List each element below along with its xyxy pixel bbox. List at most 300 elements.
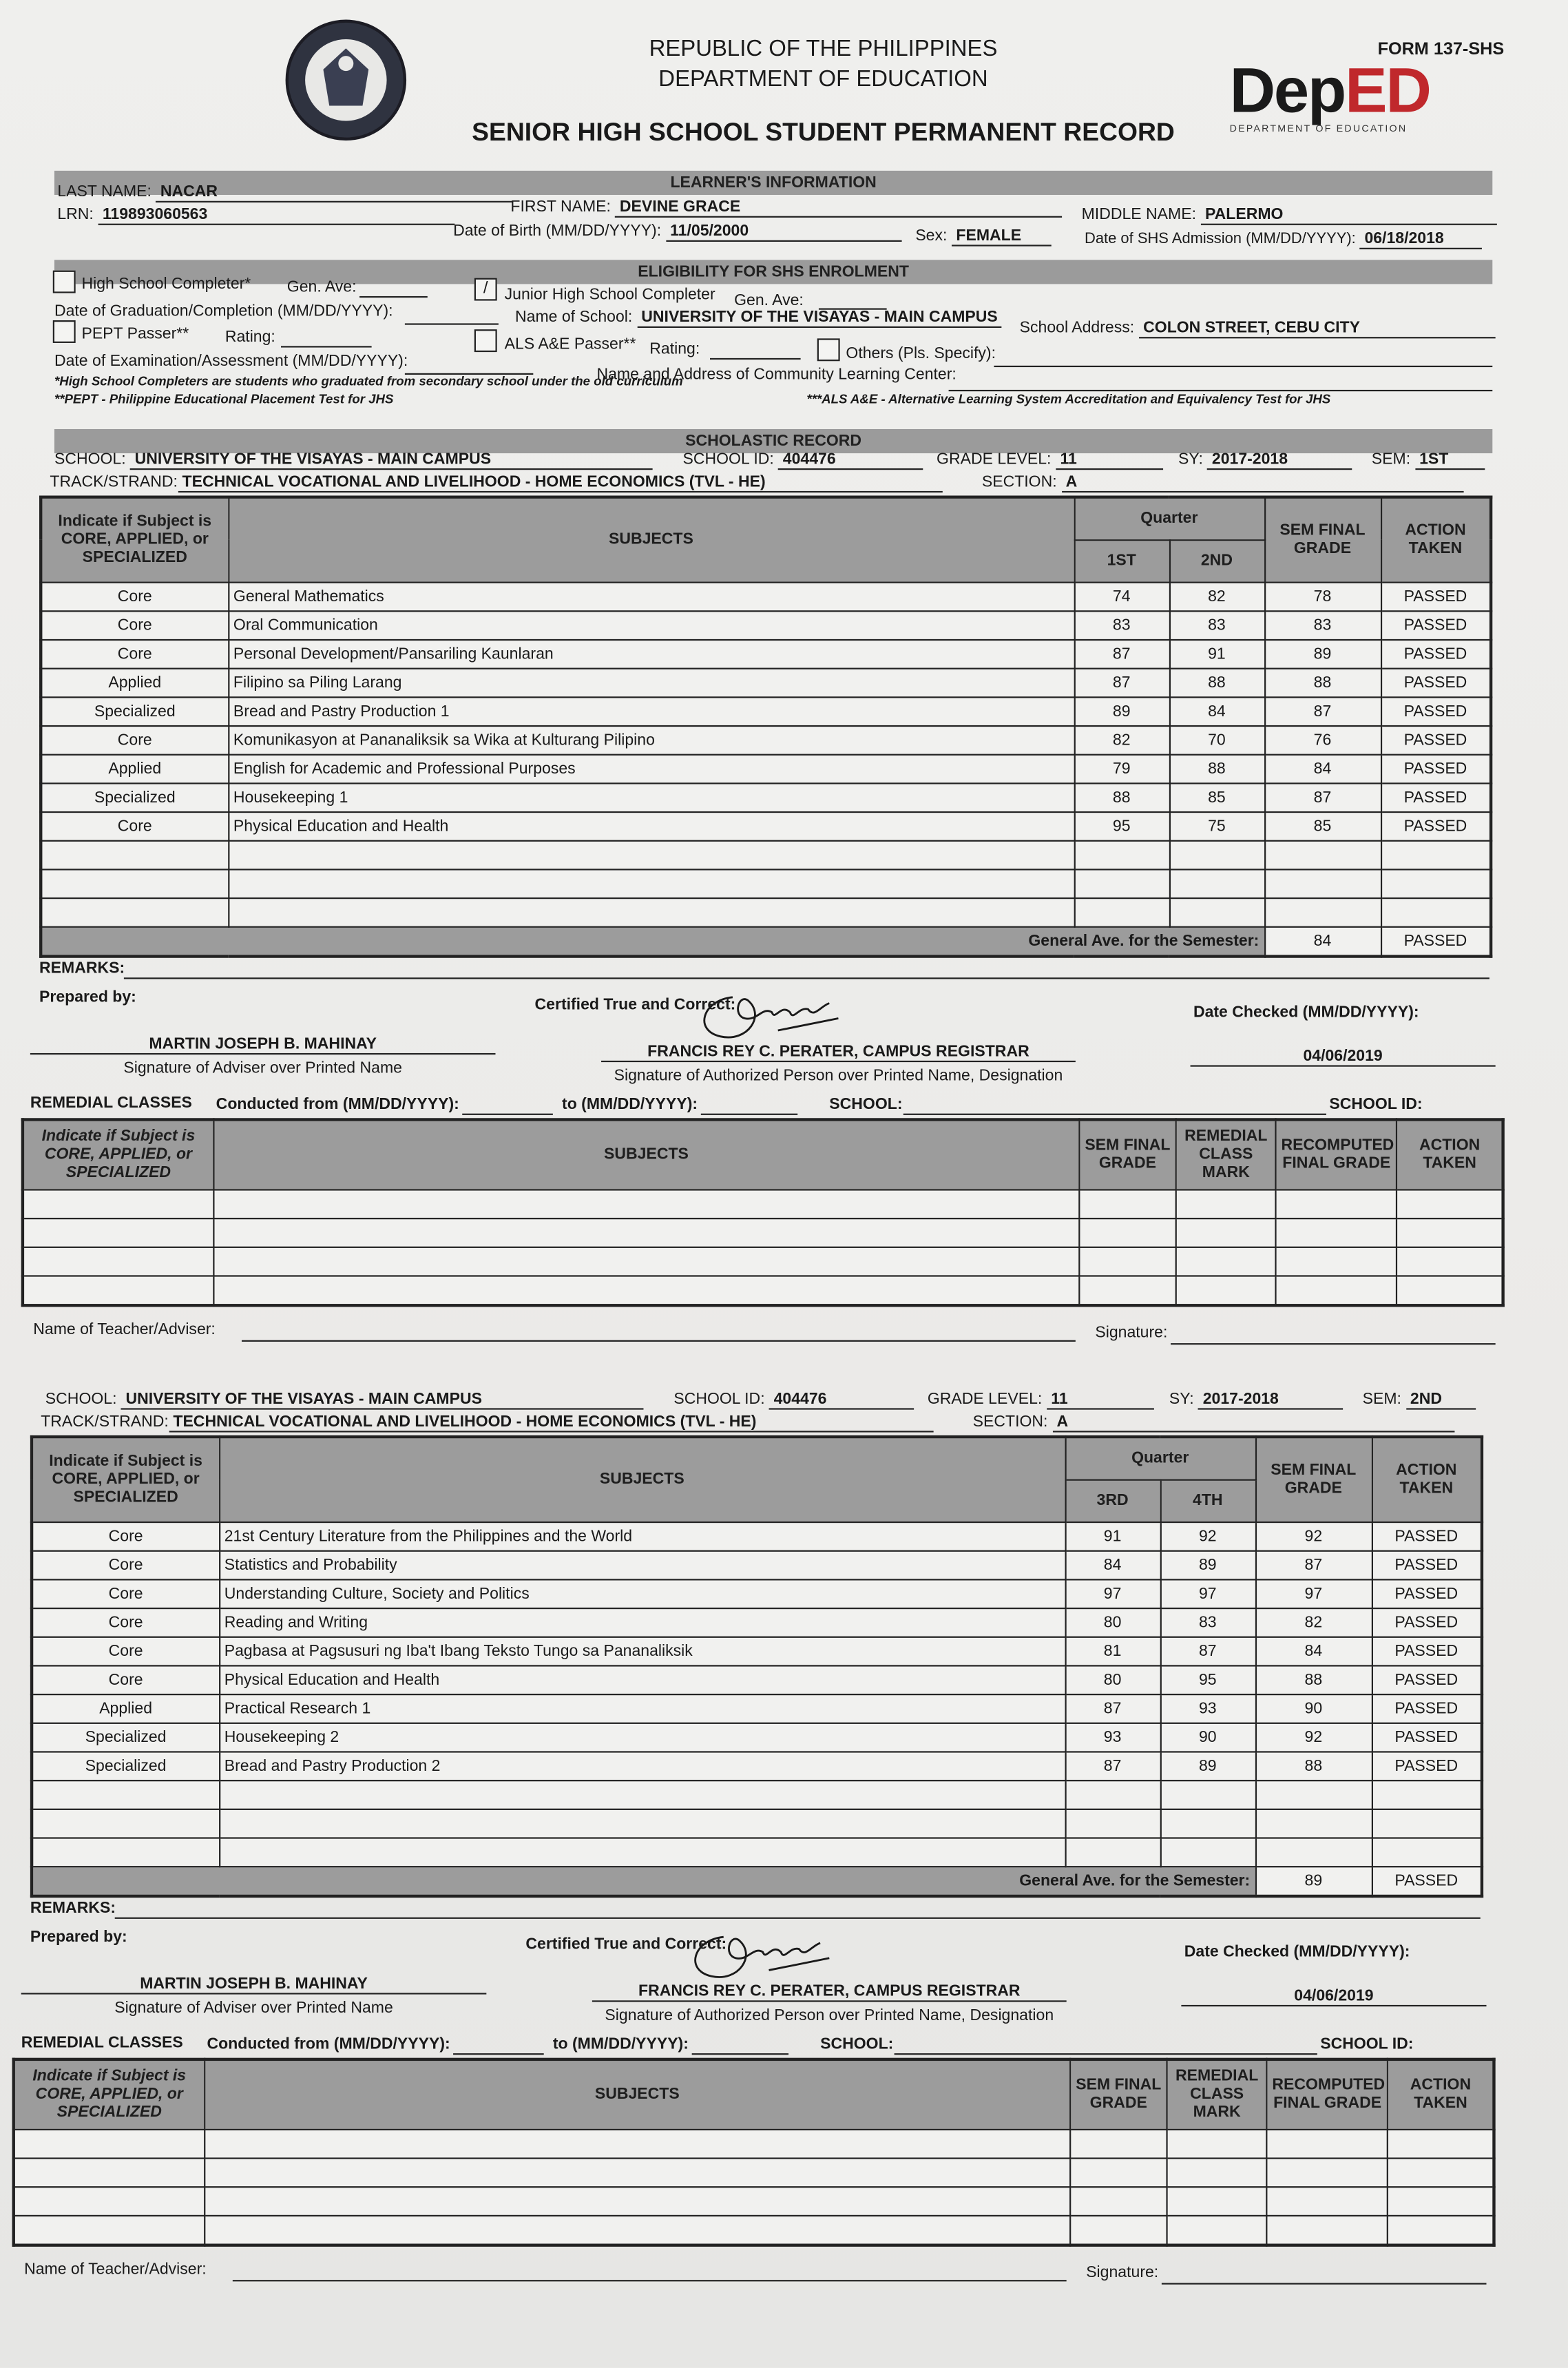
school-id-label: SCHOOL ID:: [673, 1390, 765, 1409]
hs-completer-checkbox[interactable]: [53, 271, 76, 293]
remedial-row: [14, 2186, 1494, 2215]
subject-name: Filipino sa Piling Larang: [228, 668, 1074, 697]
sem-final-grade: 84: [1255, 1637, 1372, 1665]
remedial-row: [23, 1189, 1503, 1218]
sex-field[interactable]: FEMALE: [952, 227, 1052, 247]
general-average-action: PASSED: [1381, 926, 1491, 956]
quarter-b-grade: [1160, 1780, 1255, 1809]
action-taken: PASSED: [1372, 1751, 1482, 1780]
adviser-caption: Signature of Adviser over Printed Name: [114, 1999, 393, 2017]
quarter-a-grade: 81: [1065, 1637, 1160, 1665]
eligibility-bar: ELIGIBILITY FOR SHS ENROLMENT: [54, 260, 1492, 284]
date-checked-value: 04/06/2019: [1191, 1047, 1496, 1067]
quarter-a-grade: [1074, 840, 1169, 869]
subject-type: [32, 1837, 219, 1866]
subject-name: [219, 1780, 1065, 1809]
sem-final-grade: 89: [1264, 639, 1381, 668]
jhs-completer-checkbox[interactable]: /: [474, 278, 497, 301]
sy-label: SY:: [1178, 450, 1203, 469]
subject-type: Core: [32, 1608, 219, 1637]
remedial-header-action: ACTION TAKEN: [1397, 1119, 1503, 1189]
school-address-field[interactable]: COLON STREET, CEBU CITY: [1139, 319, 1496, 339]
semester-2-record: [0, 1378, 1559, 2315]
remedial-header-final: SEM FINAL GRADE: [1079, 1119, 1176, 1189]
subject-type: [41, 869, 228, 897]
header-quarter: Quarter: [1065, 1437, 1255, 1479]
subject-row: [41, 754, 1491, 783]
section-label: SECTION:: [972, 1413, 1048, 1431]
first-name-label: FIRST NAME:: [510, 198, 611, 216]
exam-date-label: Date of Examination/Assessment (MM/DD/YYYY):: [54, 352, 408, 371]
subject-type: Specialized: [41, 782, 228, 811]
quarter-b-grade: 84: [1169, 696, 1264, 725]
action-taken: PASSED: [1381, 811, 1491, 840]
subject-row: [32, 1780, 1482, 1809]
subject-type: Specialized: [41, 696, 228, 725]
subject-name: 21st Century Literature from the Philippines and the World: [219, 1521, 1065, 1550]
action-taken: PASSED: [1372, 1637, 1482, 1665]
sem-final-grade: 97: [1255, 1579, 1372, 1608]
quarter-b-grade: 91: [1169, 639, 1264, 668]
subject-row: [32, 1665, 1482, 1694]
remedial-row: [23, 1275, 1503, 1305]
remedial-classes-label: REMEDIAL CLASSES: [30, 1094, 192, 1112]
subject-name: General Mathematics: [228, 582, 1074, 611]
quarter-b-grade: [1169, 840, 1264, 869]
quarter-b-grade: 85: [1169, 782, 1264, 811]
subject-type: Core: [41, 610, 228, 639]
subject-name: Housekeeping 1: [228, 782, 1074, 811]
adviser-name: MARTIN JOSEPH B. MAHINAY: [30, 1035, 496, 1055]
sem-final-grade: 92: [1255, 1723, 1372, 1752]
remedial-school-id-label: SCHOOL ID:: [1320, 2035, 1414, 2054]
header-action: ACTION TAKEN: [1372, 1437, 1482, 1521]
subject-name: Physical Education and Health: [219, 1665, 1065, 1694]
subject-type: Core: [32, 1550, 219, 1579]
grade-level-label: GRADE LEVEL:: [937, 450, 1052, 469]
quarter-b-grade: 70: [1169, 725, 1264, 754]
quarter-a-grade: 83: [1074, 610, 1169, 639]
subject-row: [41, 639, 1491, 668]
sem-final-grade: 87: [1264, 696, 1381, 725]
subject-row: [32, 1694, 1482, 1723]
remedial-row: [14, 2129, 1494, 2158]
teacher-label: Name of Teacher/Adviser:: [24, 2260, 207, 2278]
track-field[interactable]: TECHNICAL VOCATIONAL AND LIVELIHOOD - HOME ECONOMICS (TVL - HE): [178, 473, 942, 493]
sem-field[interactable]: 2ND: [1405, 1390, 1475, 1410]
sem-final-grade: 92: [1255, 1521, 1372, 1550]
adviser-name: MARTIN JOSEPH B. MAHINAY: [21, 1975, 487, 1995]
prepared-by-label: Prepared by:: [30, 1928, 127, 1946]
subject-name: Bread and Pastry Production 2: [219, 1751, 1065, 1780]
quarter-a-grade: 80: [1065, 1608, 1160, 1637]
subject-name: Housekeeping 2: [219, 1723, 1065, 1752]
subject-row: [41, 582, 1491, 611]
sem-final-grade: 88: [1255, 1665, 1372, 1694]
admission-label: Date of SHS Admission (MM/DD/YYYY):: [1085, 231, 1356, 248]
subject-row: [41, 897, 1491, 926]
remedial-table: [21, 1118, 1505, 1306]
action-taken: PASSED: [1372, 1608, 1482, 1637]
hs-gen-ave-label: Gen. Ave:: [286, 278, 357, 296]
subject-row: [32, 1637, 1482, 1665]
remedial-from-label: Conducted from (MM/DD/YYYY):: [207, 2035, 450, 2054]
middle-name-field[interactable]: PALERMO: [1200, 205, 1496, 225]
sem-final-grade: [1264, 869, 1381, 897]
remedial-classes-label: REMEDIAL CLASSES: [21, 2033, 183, 2052]
subject-type: Specialized: [32, 1751, 219, 1780]
subject-type: Core: [32, 1521, 219, 1550]
action-taken: [1381, 869, 1491, 897]
subject-type: [32, 1809, 219, 1838]
quarter-b-grade: 88: [1169, 754, 1264, 783]
registrar-name: FRANCIS REY C. PERATER, CAMPUS REGISTRAR: [601, 1043, 1076, 1063]
sem-final-grade: 87: [1255, 1550, 1372, 1579]
sex-label: Sex:: [915, 227, 948, 245]
sem-final-grade: [1255, 1809, 1372, 1838]
remedial-header-recomputed: RECOMPUTED FINAL GRADE: [1276, 1119, 1397, 1189]
registrar-caption: Signature of Authorized Person over Printed Name, Designation: [614, 1066, 1063, 1086]
quarter-a-grade: 97: [1065, 1579, 1160, 1608]
remedial-header-subjects: SUBJECTS: [213, 1119, 1079, 1189]
remedial-row: [23, 1218, 1503, 1247]
action-taken: PASSED: [1372, 1579, 1482, 1608]
remedial-header-recomputed: RECOMPUTED FINAL GRADE: [1267, 2059, 1388, 2129]
als-label: ALS A&E Passer**: [504, 335, 636, 354]
middle-name-label: MIDDLE NAME:: [1081, 205, 1196, 224]
action-taken: PASSED: [1372, 1665, 1482, 1694]
quarter-a-grade: 87: [1065, 1694, 1160, 1723]
subject-name: [228, 840, 1074, 869]
action-taken: PASSED: [1381, 782, 1491, 811]
quarter-a-grade: 87: [1074, 668, 1169, 697]
track-field[interactable]: TECHNICAL VOCATIONAL AND LIVELIHOOD - HOME ECONOMICS (TVL - HE): [169, 1413, 933, 1433]
header-subjects: SUBJECTS: [228, 497, 1074, 582]
school-id-field[interactable]: 404476: [778, 450, 923, 470]
subject-row: [32, 1608, 1482, 1637]
action-taken: PASSED: [1381, 610, 1491, 639]
school-label: SCHOOL:: [45, 1390, 117, 1409]
subject-row: [41, 782, 1491, 811]
jhs-completer-label: Junior High School Completer: [504, 285, 715, 304]
department-heading: DEPARTMENT OF EDUCATION: [658, 66, 988, 92]
quarter-b-grade: 82: [1169, 582, 1264, 611]
learner-info-bar: LEARNER'S INFORMATION: [54, 171, 1492, 195]
sem-final-grade: 83: [1264, 610, 1381, 639]
republic-heading: REPUBLIC OF THE PHILIPPINES: [649, 36, 998, 62]
remedial-header-mark: REMEDIAL CLASS MARK: [1176, 1119, 1276, 1189]
subject-row: [41, 610, 1491, 639]
subject-type: Core: [41, 725, 228, 754]
action-taken: PASSED: [1381, 668, 1491, 697]
remedial-row: [23, 1247, 1503, 1276]
track-label: TRACK/STRAND:: [50, 472, 178, 491]
sem-label: SEM:: [1371, 450, 1411, 469]
subject-row: [32, 1723, 1482, 1752]
subject-name: [219, 1809, 1065, 1838]
subject-name: Statistics and Probability: [219, 1550, 1065, 1579]
pept-label: PEPT Passer**: [81, 324, 189, 343]
subject-row: [41, 696, 1491, 725]
quarter-b-grade: 89: [1160, 1550, 1255, 1579]
quarter-b-grade: [1169, 897, 1264, 926]
logo-subtitle: DEPARTMENT OF EDUCATION: [1229, 123, 1408, 135]
general-average-action: PASSED: [1372, 1866, 1482, 1896]
lrn-field[interactable]: 119893060563: [98, 205, 454, 225]
footnote-pept: **PEPT - Philippine Educational Placement Test for JHS: [54, 391, 394, 407]
header-sem-final: SEM FINAL GRADE: [1255, 1437, 1372, 1521]
remarks-label: REMARKS:: [39, 959, 125, 978]
subject-type: [41, 840, 228, 869]
subject-name: Pagbasa at Pagsusuri ng Iba't Ibang Teksto Tungo sa Pananaliksik: [219, 1637, 1065, 1665]
first-name-field[interactable]: DEVINE GRACE: [615, 198, 1062, 218]
subject-name: [228, 869, 1074, 897]
quarter-b-grade: 89: [1160, 1751, 1255, 1780]
quarter-a-grade: 89: [1074, 696, 1169, 725]
jhs-gen-ave-label: Gen. Ave:: [734, 291, 804, 310]
quarter-b-grade: [1160, 1809, 1255, 1838]
subject-type: Specialized: [32, 1723, 219, 1752]
subject-type: Applied: [32, 1694, 219, 1723]
subject-name: Bread and Pastry Production 1: [228, 696, 1074, 725]
sem-final-grade: 87: [1264, 782, 1381, 811]
remedial-from-label: Conducted from (MM/DD/YYYY):: [216, 1095, 459, 1114]
teacher-label: Name of Teacher/Adviser:: [33, 1320, 216, 1339]
quarter-a-grade: 87: [1074, 639, 1169, 668]
action-taken: PASSED: [1381, 582, 1491, 611]
grades-table: [30, 1435, 1483, 1897]
subject-type: Core: [41, 582, 228, 611]
dob-label: Date of Birth (MM/DD/YYYY):: [453, 222, 662, 240]
registrar-name: FRANCIS REY C. PERATER, CAMPUS REGISTRAR: [592, 1982, 1067, 2002]
last-name-field[interactable]: NACAR: [156, 183, 512, 202]
remedial-to-label: to (MM/DD/YYYY):: [552, 2035, 689, 2054]
date-checked-label: Date Checked (MM/DD/YYYY):: [1193, 1003, 1419, 1021]
subject-type: Core: [41, 811, 228, 840]
grade-level-field[interactable]: 11: [1047, 1390, 1154, 1410]
quarter-a-grade: [1065, 1780, 1160, 1809]
registrar-caption: Signature of Authorized Person over Printed Name, Designation: [605, 2006, 1054, 2025]
quarter-b-grade: 93: [1160, 1694, 1255, 1723]
quarter-b-grade: 75: [1169, 811, 1264, 840]
dob-field[interactable]: 11/05/2000: [666, 222, 901, 242]
subject-name: Komunikasyon at Pananaliksik sa Wika at Kulturang Pilipino: [228, 725, 1074, 754]
subject-name: Oral Communication: [228, 610, 1074, 639]
general-average-value: 89: [1255, 1866, 1372, 1896]
quarter-b-grade: [1160, 1837, 1255, 1866]
date-checked-value: 04/06/2019: [1181, 1987, 1486, 2007]
subject-row: [32, 1751, 1482, 1780]
quarter-b-grade: [1169, 869, 1264, 897]
date-checked-label: Date Checked (MM/DD/YYYY):: [1184, 1942, 1410, 1962]
school-field[interactable]: UNIVERSITY OF THE VISAYAS - MAIN CAMPUS: [121, 1390, 644, 1410]
section-label: SECTION:: [981, 472, 1057, 491]
action-taken: PASSED: [1381, 696, 1491, 725]
lrn-label: LRN:: [57, 205, 94, 224]
sy-field[interactable]: 2017-2018: [1207, 450, 1352, 470]
sem-final-grade: 82: [1255, 1608, 1372, 1637]
grade-level-label: GRADE LEVEL:: [927, 1390, 1043, 1409]
certified-label: Certified True and Correct:: [534, 995, 736, 1014]
als-checkbox[interactable]: [474, 329, 497, 352]
footnote-als: ***ALS A&E - Alternative Learning System Accreditation and Equivalency Test for JHS: [806, 391, 1331, 407]
signature-label: Signature:: [1095, 1323, 1168, 1342]
quarter-a-grade: [1065, 1837, 1160, 1866]
quarter-a-grade: 82: [1074, 725, 1169, 754]
header-quarter-a: 1ST: [1074, 539, 1169, 581]
clc-label: Name and Address of Community Learning Center:: [596, 365, 957, 384]
remedial-table: [12, 2058, 1496, 2246]
subject-type: Core: [32, 1579, 219, 1608]
subject-row: [41, 869, 1491, 897]
hs-completer-label: High School Completer*: [81, 275, 251, 293]
quarter-a-grade: [1074, 869, 1169, 897]
subject-name: [228, 897, 1074, 926]
subject-row: [32, 1837, 1482, 1866]
prepared-by-label: Prepared by:: [39, 988, 136, 1006]
sem-final-grade: 78: [1264, 582, 1381, 611]
quarter-b-grade: 90: [1160, 1723, 1255, 1752]
sem-label: SEM:: [1362, 1390, 1401, 1409]
subject-type: Core: [32, 1665, 219, 1694]
remedial-school-id-label: SCHOOL ID:: [1329, 1095, 1423, 1114]
als-rating-label: Rating:: [649, 340, 700, 358]
action-taken: PASSED: [1381, 725, 1491, 754]
quarter-a-grade: [1065, 1809, 1160, 1838]
grade-level-field[interactable]: 11: [1056, 450, 1163, 470]
school-field[interactable]: UNIVERSITY OF THE VISAYAS - MAIN CAMPUS: [130, 450, 653, 470]
grad-date-label: Date of Graduation/Completion (MM/DD/YYYY):: [54, 302, 393, 321]
quarter-b-grade: 83: [1160, 1608, 1255, 1637]
action-taken: PASSED: [1381, 754, 1491, 783]
subject-row: [41, 725, 1491, 754]
quarter-b-grade: 87: [1160, 1637, 1255, 1665]
quarter-a-grade: [1074, 897, 1169, 926]
last-name-label: LAST NAME:: [57, 183, 151, 201]
action-taken: [1381, 897, 1491, 926]
sem-final-grade: 85: [1264, 811, 1381, 840]
school-name-label: Name of School:: [515, 308, 633, 326]
subject-type: Applied: [41, 754, 228, 783]
remedial-header-type: Indicate if Subject is CORE, APPLIED, or SPECIALIZED: [23, 1119, 213, 1189]
quarter-a-grade: 95: [1074, 811, 1169, 840]
header-sem-final: SEM FINAL GRADE: [1264, 497, 1381, 582]
quarter-b-grade: 88: [1169, 668, 1264, 697]
action-taken: PASSED: [1372, 1723, 1482, 1752]
adviser-caption: Signature of Adviser over Printed Name: [123, 1059, 402, 1078]
remarks-label: REMARKS:: [30, 1899, 116, 1918]
general-average-label: General Ave. for the Semester:: [41, 926, 1264, 956]
subject-type: [41, 897, 228, 926]
subject-name: Practical Research 1: [219, 1694, 1065, 1723]
subject-name: Physical Education and Health: [228, 811, 1074, 840]
sy-label: SY:: [1169, 1390, 1194, 1409]
sem-final-grade: 88: [1255, 1751, 1372, 1780]
pept-checkbox[interactable]: [53, 320, 76, 343]
quarter-b-grade: 83: [1169, 610, 1264, 639]
subject-row: [32, 1579, 1482, 1608]
school-id-label: SCHOOL ID:: [682, 450, 774, 469]
school-address-label: School Address:: [1019, 318, 1135, 337]
section-field[interactable]: A: [1061, 473, 1463, 493]
quarter-a-grade: 79: [1074, 754, 1169, 783]
form-number: FORM 137-SHS: [1377, 41, 1505, 59]
general-average-value: 84: [1264, 926, 1381, 956]
sem-final-grade: 84: [1264, 754, 1381, 783]
action-taken: [1372, 1780, 1482, 1809]
quarter-a-grade: 87: [1065, 1751, 1160, 1780]
remedial-header-final: SEM FINAL GRADE: [1070, 2059, 1167, 2129]
header-quarter-b: 2ND: [1169, 539, 1264, 581]
remedial-header-action: ACTION TAKEN: [1388, 2059, 1494, 2129]
remedial-row: [14, 2215, 1494, 2245]
subject-row: [41, 840, 1491, 869]
subject-name: Reading and Writing: [219, 1608, 1065, 1637]
quarter-b-grade: 92: [1160, 1521, 1255, 1550]
sem-final-grade: [1264, 840, 1381, 869]
certified-label: Certified True and Correct:: [525, 1935, 727, 1954]
remedial-school-label: SCHOOL:: [820, 2035, 894, 2054]
deped-seal: [284, 18, 408, 142]
subject-type: Core: [41, 639, 228, 668]
header-subject-type: Indicate if Subject is CORE, APPLIED, or SPECIALIZED: [41, 497, 228, 582]
signature-label: Signature:: [1086, 2263, 1159, 2282]
pept-rating-label: Rating:: [224, 328, 275, 346]
deped-logo: DepED DEPARTMENT OF EDUCATION: [1230, 57, 1456, 148]
semester-1-record: [0, 438, 1568, 1375]
quarter-b-grade: 95: [1160, 1665, 1255, 1694]
school-name-field[interactable]: UNIVERSITY OF THE VISAYAS - MAIN CAMPUS: [637, 308, 1003, 328]
sy-field[interactable]: 2017-2018: [1198, 1390, 1344, 1410]
others-label: Others (Pls. Specify):: [846, 344, 996, 363]
admission-field[interactable]: 06/18/2018: [1360, 229, 1483, 249]
sem-final-grade: 88: [1264, 668, 1381, 697]
action-taken: [1372, 1837, 1482, 1866]
sem-final-grade: [1255, 1780, 1372, 1809]
subject-row: [32, 1809, 1482, 1838]
others-checkbox[interactable]: [817, 338, 840, 361]
action-taken: PASSED: [1372, 1694, 1482, 1723]
action-taken: [1381, 840, 1491, 869]
header-subjects: SUBJECTS: [219, 1437, 1065, 1521]
sem-final-grade: [1264, 897, 1381, 926]
quarter-a-grade: 93: [1065, 1723, 1160, 1752]
remedial-header-type: Indicate if Subject is CORE, APPLIED, or SPECIALIZED: [14, 2059, 205, 2129]
quarter-a-grade: 88: [1074, 782, 1169, 811]
school-id-field[interactable]: 404476: [769, 1390, 914, 1410]
header-action: ACTION TAKEN: [1381, 497, 1491, 582]
quarter-b-grade: 97: [1160, 1579, 1255, 1608]
page-title: SENIOR HIGH SCHOOL STUDENT PERMANENT RECORD: [472, 118, 1175, 147]
sem-field[interactable]: 1ST: [1415, 450, 1485, 470]
sem-final-grade: 76: [1264, 725, 1381, 754]
subject-type: [32, 1780, 219, 1809]
sem-final-grade: [1255, 1837, 1372, 1866]
header-quarter: Quarter: [1074, 497, 1264, 539]
subject-type: Applied: [41, 668, 228, 697]
header-quarter-b: 4TH: [1160, 1479, 1255, 1521]
action-taken: [1372, 1809, 1482, 1838]
action-taken: PASSED: [1381, 639, 1491, 668]
quarter-a-grade: 74: [1074, 582, 1169, 611]
section-field[interactable]: A: [1052, 1413, 1454, 1433]
subject-row: [41, 668, 1491, 697]
subject-name: Personal Development/Pansariling Kaunlaran: [228, 639, 1074, 668]
subject-name: Understanding Culture, Society and Politics: [219, 1579, 1065, 1608]
subject-name: [219, 1837, 1065, 1866]
grades-table: [39, 496, 1492, 957]
general-average-label: General Ave. for the Semester:: [32, 1866, 1255, 1896]
